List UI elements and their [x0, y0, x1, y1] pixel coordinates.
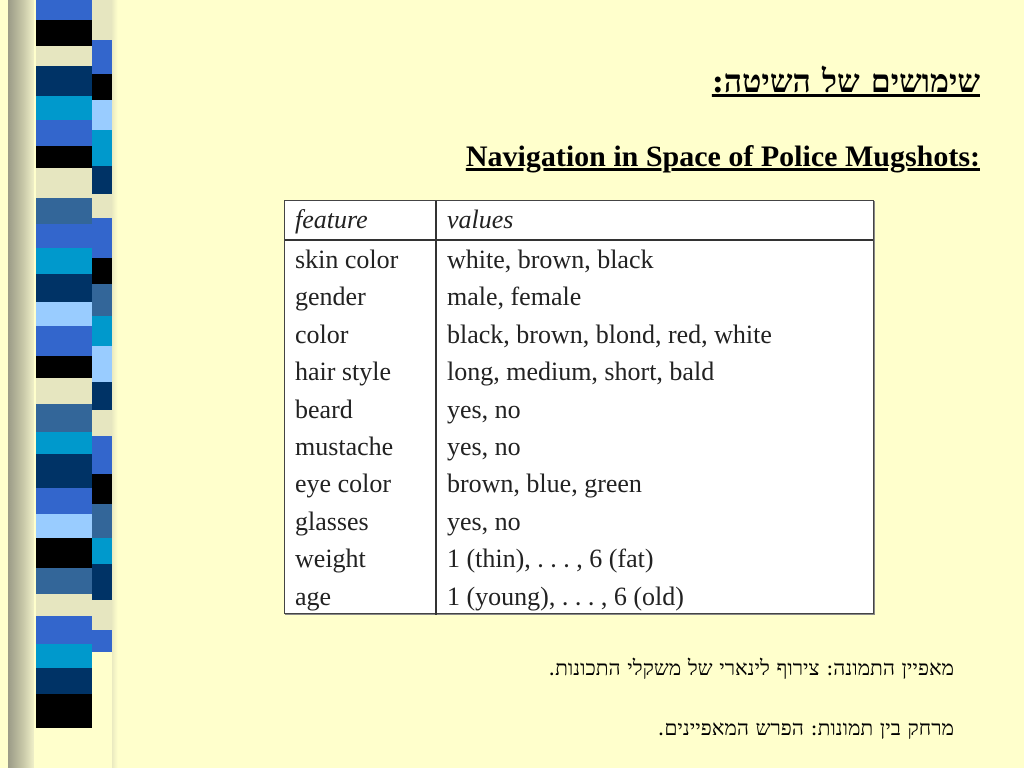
- table-row: [285, 240, 873, 278]
- stripe-edge: [112, 0, 118, 768]
- values-cell: brown, blue, green: [447, 469, 642, 499]
- table-row: [285, 578, 873, 615]
- stripe-block: [36, 616, 92, 644]
- values-cell: male, female: [447, 282, 582, 312]
- stripe-block: [92, 564, 112, 600]
- stripe-block: [36, 488, 92, 514]
- note-image-distance: מרחק בין תמונות: הפרש המאפיינים.: [657, 716, 954, 740]
- table-row: [285, 353, 873, 390]
- stripe-block: [36, 120, 92, 146]
- table-row: [285, 503, 873, 540]
- stripe-block: [92, 194, 112, 218]
- stripe-block: [36, 514, 92, 538]
- stripe-block: [36, 198, 92, 224]
- stripe-block: [36, 248, 92, 274]
- stripe-block: [36, 378, 92, 404]
- stripe-block: [36, 668, 92, 694]
- feature-cell: gender: [285, 278, 436, 315]
- feature-cell: hair style: [285, 353, 436, 390]
- stripe-block: [36, 168, 92, 198]
- stripe-block: [36, 326, 92, 356]
- stripe-block: [36, 538, 92, 568]
- stripe-block: [92, 436, 112, 474]
- values-cell: yes, no: [447, 432, 521, 462]
- hebrew-title: שימושים של השיטה:: [711, 62, 980, 100]
- stripe-block: [36, 274, 92, 302]
- feature-cell: beard: [285, 391, 436, 428]
- stripe-shadow: [8, 0, 34, 768]
- stripe-block: [92, 166, 112, 194]
- stripe-block: [36, 594, 92, 616]
- values-cell: black, brown, blond, red, white: [447, 319, 772, 349]
- note-image-feature: מאפיין התמונה: צירוף לינארי של משקלי התכונות.: [548, 656, 954, 680]
- stripe-block: [92, 382, 112, 410]
- english-title: Navigation in Space of Police Mugshots:: [465, 140, 980, 173]
- table-row: [285, 316, 873, 353]
- stripe-block: [36, 568, 92, 594]
- stripe-block: [36, 454, 92, 488]
- feature-cell: color: [285, 316, 436, 353]
- stripe-block: [92, 40, 112, 74]
- stripe-block: [36, 224, 92, 248]
- stripe-block: [36, 432, 92, 454]
- stripe-block: [36, 644, 92, 668]
- stripe-block: [36, 0, 92, 20]
- feature-table-image: [284, 200, 874, 614]
- stripe-block: [36, 66, 92, 96]
- stripe-column-narrow: [92, 0, 112, 768]
- table-row: [285, 540, 873, 577]
- table-row: [285, 391, 873, 428]
- stripe-block: [92, 218, 112, 258]
- stripe-block: [92, 130, 112, 166]
- stripe-block: [92, 504, 112, 538]
- feature-cell: weight: [285, 540, 436, 577]
- values-cell: 1 (thin), . . . , 6 (fat): [447, 544, 654, 574]
- table-header-row: [285, 201, 873, 240]
- header-feature: feature: [285, 201, 436, 240]
- stripe-block: [36, 146, 92, 168]
- values-cell: yes, no: [447, 506, 521, 536]
- feature-cell: eye color: [285, 465, 436, 502]
- stripe-block: [92, 100, 112, 130]
- stripe-block: [36, 404, 92, 432]
- values-cell: white, brown, black: [447, 245, 654, 274]
- stripe-block: [92, 316, 112, 346]
- stripe-block: [92, 410, 112, 436]
- values-cell: 1 (young), . . . , 6 (old): [447, 581, 684, 611]
- feature-table: [285, 201, 873, 615]
- feature-cell: skin color: [285, 240, 436, 278]
- stripe-block: [92, 0, 112, 40]
- stripe-block: [92, 74, 112, 100]
- stripe-block: [36, 356, 92, 378]
- table-row: [285, 428, 873, 465]
- feature-cell: mustache: [285, 428, 436, 465]
- stripe-block: [92, 538, 112, 564]
- header-values: values: [436, 201, 873, 240]
- stripe-block: [36, 302, 92, 326]
- values-cell: yes, no: [447, 394, 521, 424]
- stripe-block: [92, 284, 112, 316]
- stripe-block: [92, 600, 112, 630]
- stripe-block: [92, 474, 112, 504]
- stripe-block: [92, 630, 112, 652]
- values-cell: long, medium, short, bald: [447, 357, 715, 387]
- decorative-stripe-bar: [0, 0, 120, 768]
- stripe-block: [92, 346, 112, 382]
- table-row: [285, 278, 873, 315]
- feature-cell: glasses: [285, 503, 436, 540]
- stripe-block: [92, 258, 112, 284]
- stripe-block: [36, 694, 92, 728]
- feature-cell: age: [285, 578, 436, 615]
- stripe-block: [36, 20, 92, 46]
- table-row: [285, 465, 873, 502]
- stripe-block: [36, 46, 92, 66]
- stripe-column-wide: [36, 0, 92, 768]
- stripe-block: [36, 96, 92, 120]
